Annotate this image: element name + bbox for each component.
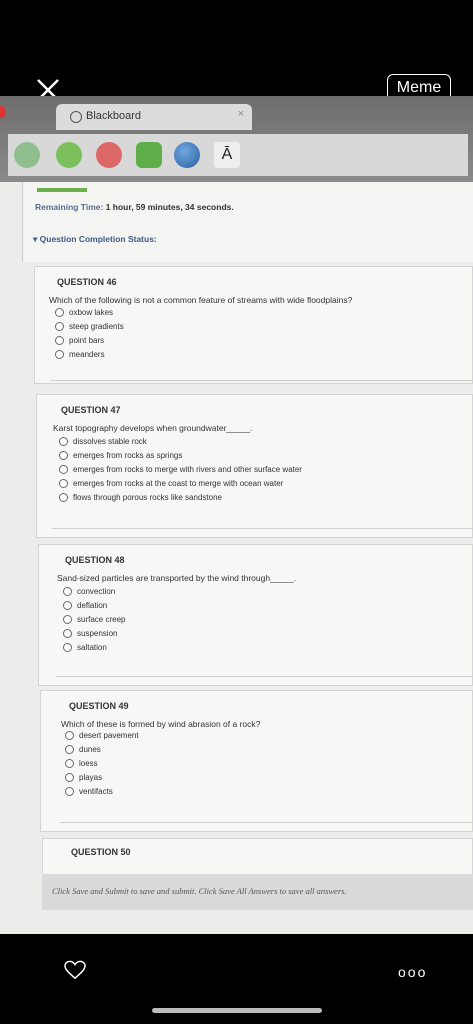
stop-icon[interactable] bbox=[96, 142, 122, 168]
browser-tab[interactable] bbox=[56, 104, 252, 130]
option-label: suspension bbox=[77, 629, 118, 638]
option-label: emerges from rocks to merge with rivers and other surface water bbox=[73, 465, 302, 474]
blackboard-favicon-icon bbox=[70, 111, 82, 123]
answer-option[interactable] bbox=[59, 493, 222, 502]
option-label: loess bbox=[79, 759, 98, 768]
answer-option[interactable] bbox=[65, 745, 101, 754]
back-arrow-icon[interactable] bbox=[14, 142, 40, 168]
quiz-page bbox=[0, 182, 473, 934]
tab-title: Blackboard bbox=[86, 110, 142, 122]
divider bbox=[52, 528, 473, 529]
question-title: QUESTION 46 bbox=[57, 277, 117, 287]
answer-option[interactable] bbox=[59, 451, 182, 460]
radio-button[interactable] bbox=[65, 759, 74, 768]
submit-instructions bbox=[42, 874, 473, 910]
viewer-top-bar bbox=[0, 0, 473, 100]
option-label: dunes bbox=[79, 745, 101, 754]
option-label: flows through porous rocks like sandstone bbox=[73, 493, 222, 502]
question-text: Karst topography develops when groundwater_____. bbox=[53, 423, 253, 433]
answer-option[interactable] bbox=[63, 629, 117, 638]
collapse-triangle-icon: ▾ bbox=[33, 234, 40, 244]
answer-option[interactable] bbox=[55, 350, 105, 359]
divider bbox=[56, 676, 473, 677]
option-label: ventifacts bbox=[79, 787, 113, 796]
home-indicator[interactable] bbox=[152, 1008, 322, 1013]
divider bbox=[60, 822, 473, 823]
question-text: Which of the following is not a common feature of streams with wide floodplains? bbox=[49, 295, 353, 305]
browser-toolbar bbox=[8, 134, 468, 176]
globe-icon[interactable] bbox=[174, 142, 200, 168]
radio-button[interactable] bbox=[65, 773, 74, 782]
answer-option[interactable] bbox=[59, 479, 283, 488]
option-label: dissolves stable rock bbox=[73, 437, 147, 446]
option-label: desert pavement bbox=[79, 731, 139, 740]
question-text: Which of these is formed by wind abrasion of a rock? bbox=[61, 719, 261, 729]
answer-option[interactable] bbox=[55, 322, 124, 331]
answer-option[interactable] bbox=[59, 465, 302, 474]
radio-button[interactable] bbox=[63, 601, 72, 610]
question-title: QUESTION 50 bbox=[71, 847, 131, 857]
question-card-50 bbox=[42, 838, 473, 878]
progress-bar bbox=[37, 188, 87, 192]
option-label: emerges from rocks as springs bbox=[73, 451, 183, 460]
radio-button[interactable] bbox=[55, 308, 64, 317]
viewer-bottom-bar bbox=[0, 934, 473, 1024]
question-card-49 bbox=[40, 690, 473, 832]
radio-button[interactable] bbox=[55, 322, 64, 331]
answer-option[interactable] bbox=[65, 787, 113, 796]
remaining-time bbox=[35, 202, 234, 212]
question-card-46 bbox=[34, 266, 473, 384]
answer-option[interactable] bbox=[65, 759, 98, 768]
radio-button[interactable] bbox=[65, 745, 74, 754]
refresh-icon[interactable] bbox=[136, 142, 162, 168]
remaining-time-value: 1 hour, 59 minutes, 34 seconds. bbox=[105, 202, 234, 212]
photo-of-screen bbox=[0, 96, 473, 934]
option-label: meanders bbox=[69, 350, 105, 359]
answer-option[interactable] bbox=[65, 731, 139, 740]
radio-button[interactable] bbox=[63, 629, 72, 638]
option-label: saltation bbox=[77, 643, 107, 652]
answer-option[interactable] bbox=[55, 336, 104, 345]
question-completion-status[interactable] bbox=[33, 234, 157, 245]
option-label: steep gradients bbox=[69, 322, 124, 331]
browser-chrome bbox=[0, 96, 473, 182]
radio-button[interactable] bbox=[59, 465, 68, 474]
question-text: Sand-sized particles are transported by the wind through_____. bbox=[57, 573, 297, 583]
tab-close-icon[interactable]: × bbox=[237, 108, 244, 120]
radio-button[interactable] bbox=[55, 336, 64, 345]
answer-option[interactable] bbox=[59, 437, 147, 446]
submit-instructions-text: Click Save and Submit to save and submit. Click Save All Answers to save all answers. bbox=[52, 886, 347, 896]
option-label: emerges from rocks at the coast to merge with ocean water bbox=[73, 479, 284, 488]
radio-button[interactable] bbox=[65, 787, 74, 796]
question-completion-status-label: Question Completion Status: bbox=[39, 234, 157, 244]
more-options-icon[interactable]: ooo bbox=[398, 964, 428, 980]
radio-button[interactable] bbox=[59, 479, 68, 488]
question-card-48 bbox=[38, 544, 473, 686]
radio-button[interactable] bbox=[55, 350, 64, 359]
meme-button[interactable]: Meme bbox=[387, 74, 451, 102]
radio-button[interactable] bbox=[59, 437, 68, 446]
radio-button[interactable] bbox=[63, 615, 72, 624]
window-close-dot[interactable] bbox=[0, 106, 6, 118]
remaining-time-label: Remaining Time: bbox=[35, 202, 104, 212]
answer-option[interactable] bbox=[63, 601, 107, 610]
radio-button[interactable] bbox=[63, 643, 72, 652]
option-label: point bars bbox=[69, 336, 105, 345]
divider bbox=[50, 380, 473, 381]
radio-button[interactable] bbox=[59, 493, 68, 502]
option-label: surface creep bbox=[77, 615, 126, 624]
forward-arrow-icon[interactable] bbox=[56, 142, 82, 168]
question-card-47 bbox=[36, 394, 473, 538]
font-icon[interactable]: Ā bbox=[214, 142, 240, 168]
question-title: QUESTION 49 bbox=[69, 701, 129, 711]
radio-button[interactable] bbox=[65, 731, 74, 740]
option-label: deflation bbox=[77, 601, 108, 610]
option-label: playas bbox=[79, 773, 103, 782]
timer-area bbox=[22, 182, 473, 262]
option-label: convection bbox=[77, 587, 116, 596]
answer-option[interactable] bbox=[63, 643, 107, 652]
question-title: QUESTION 47 bbox=[61, 405, 121, 415]
radio-button[interactable] bbox=[59, 451, 68, 460]
heart-icon[interactable] bbox=[64, 960, 86, 980]
radio-button[interactable] bbox=[63, 587, 72, 596]
answer-option[interactable] bbox=[55, 308, 113, 317]
option-label: oxbow lakes bbox=[69, 308, 114, 317]
answer-option[interactable] bbox=[65, 773, 102, 782]
question-title: QUESTION 48 bbox=[65, 555, 125, 565]
answer-option[interactable] bbox=[63, 587, 115, 596]
answer-option[interactable] bbox=[63, 615, 125, 624]
